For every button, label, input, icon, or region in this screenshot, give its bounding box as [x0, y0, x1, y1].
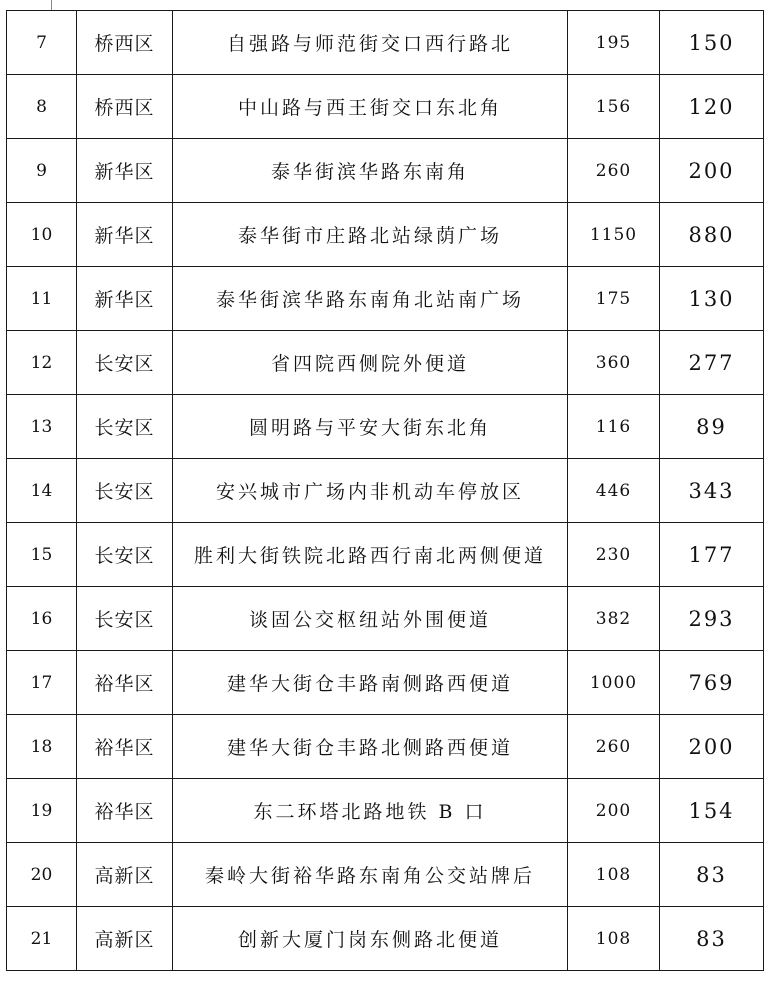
value-a-cell: 156: [568, 75, 660, 139]
row-number-cell: 7: [7, 11, 77, 75]
value-a-cell: 116: [568, 395, 660, 459]
value-b-cell: 177: [660, 523, 764, 587]
value-a-cell: 108: [568, 843, 660, 907]
table-row: [7, 779, 764, 843]
location-cell: 省四院西侧院外便道: [173, 331, 568, 395]
district-cell: 高新区: [77, 843, 173, 907]
value-b-cell: 89: [660, 395, 764, 459]
value-a-cell: 1150: [568, 203, 660, 267]
value-b-cell: 200: [660, 715, 764, 779]
table-row: [7, 139, 764, 203]
value-b-cell: 769: [660, 651, 764, 715]
location-cell: 泰华街市庄路北站绿荫广场: [173, 203, 568, 267]
table-row: [7, 587, 764, 651]
value-b-cell: 130: [660, 267, 764, 331]
row-number-cell: 16: [7, 587, 77, 651]
row-number-cell: 10: [7, 203, 77, 267]
district-cell: 长安区: [77, 331, 173, 395]
value-b-cell: 83: [660, 843, 764, 907]
district-cell: 新华区: [77, 267, 173, 331]
row-number-cell: 18: [7, 715, 77, 779]
table-row: [7, 331, 764, 395]
location-cell: 东二环塔北路地铁 B 口: [173, 779, 568, 843]
row-number-cell: 20: [7, 843, 77, 907]
district-cell: 新华区: [77, 203, 173, 267]
value-a-cell: 260: [568, 139, 660, 203]
location-cell: 秦岭大街裕华路东南角公交站牌后: [173, 843, 568, 907]
value-b-cell: 343: [660, 459, 764, 523]
location-cell: 泰华街滨华路东南角: [173, 139, 568, 203]
table-row: [7, 75, 764, 139]
row-number-cell: 14: [7, 459, 77, 523]
value-b-cell: 83: [660, 907, 764, 971]
district-cell: 桥西区: [77, 11, 173, 75]
location-cell: 中山路与西王街交口东北角: [173, 75, 568, 139]
location-cell: 创新大厦门岗东侧路北便道: [173, 907, 568, 971]
value-b-cell: 200: [660, 139, 764, 203]
value-a-cell: 200: [568, 779, 660, 843]
district-cell: 长安区: [77, 587, 173, 651]
value-a-cell: 230: [568, 523, 660, 587]
location-cell: 胜利大街铁院北路西行南北两侧便道: [173, 523, 568, 587]
value-b-cell: 880: [660, 203, 764, 267]
table-row: [7, 523, 764, 587]
location-cell: 圆明路与平安大街东北角: [173, 395, 568, 459]
table-row: [7, 459, 764, 523]
value-b-cell: 120: [660, 75, 764, 139]
location-cell: 安兴城市广场内非机动车停放区: [173, 459, 568, 523]
table-row: [7, 203, 764, 267]
value-b-cell: 277: [660, 331, 764, 395]
district-cell: 桥西区: [77, 75, 173, 139]
district-cell: 裕华区: [77, 651, 173, 715]
value-a-cell: 195: [568, 11, 660, 75]
district-cell: 高新区: [77, 907, 173, 971]
table-row: [7, 843, 764, 907]
row-number-cell: 19: [7, 779, 77, 843]
value-a-cell: 175: [568, 267, 660, 331]
location-cell: 自强路与师范街交口西行路北: [173, 11, 568, 75]
location-cell: 谈固公交枢纽站外围便道: [173, 587, 568, 651]
value-a-cell: 360: [568, 331, 660, 395]
location-cell: 泰华街滨华路东南角北站南广场: [173, 267, 568, 331]
table-row: [7, 715, 764, 779]
district-cell: 裕华区: [77, 715, 173, 779]
location-cell: 建华大街仓丰路北侧路西便道: [173, 715, 568, 779]
row-number-cell: 9: [7, 139, 77, 203]
district-cell: 裕华区: [77, 779, 173, 843]
value-a-cell: 1000: [568, 651, 660, 715]
row-number-cell: 11: [7, 267, 77, 331]
table-row: [7, 395, 764, 459]
location-cell: 建华大街仓丰路南侧路西便道: [173, 651, 568, 715]
value-b-cell: 154: [660, 779, 764, 843]
row-number-cell: 13: [7, 395, 77, 459]
table-row: [7, 907, 764, 971]
crop-mark: [51, 0, 52, 10]
row-number-cell: 17: [7, 651, 77, 715]
value-a-cell: 446: [568, 459, 660, 523]
row-number-cell: 15: [7, 523, 77, 587]
value-b-cell: 150: [660, 11, 764, 75]
district-cell: 新华区: [77, 139, 173, 203]
value-b-cell: 293: [660, 587, 764, 651]
value-a-cell: 108: [568, 907, 660, 971]
table-body: [7, 11, 764, 971]
district-cell: 长安区: [77, 523, 173, 587]
value-a-cell: 260: [568, 715, 660, 779]
table-row: [7, 267, 764, 331]
district-cell: 长安区: [77, 459, 173, 523]
district-cell: 长安区: [77, 395, 173, 459]
table-row: [7, 651, 764, 715]
row-number-cell: 21: [7, 907, 77, 971]
row-number-cell: 12: [7, 331, 77, 395]
value-a-cell: 382: [568, 587, 660, 651]
row-number-cell: 8: [7, 75, 77, 139]
table-row: [7, 11, 764, 75]
parking-location-table: [6, 10, 764, 971]
